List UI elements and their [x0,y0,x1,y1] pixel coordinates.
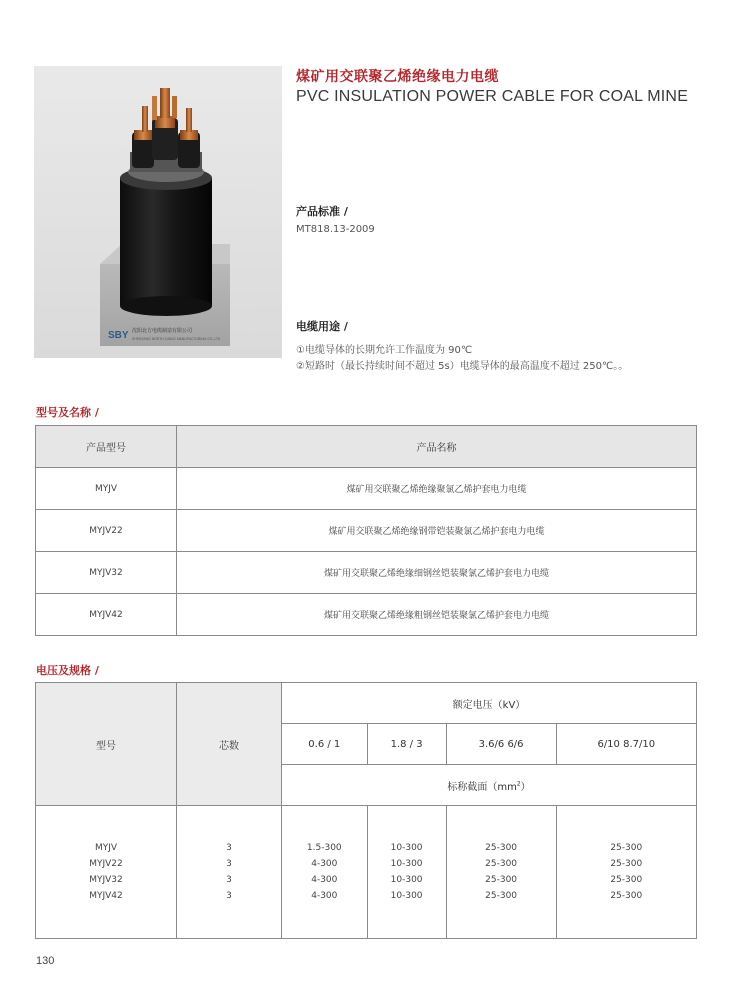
col-header-model: 型号 [36,683,177,806]
voltage-cell: 3.6/6 6/6 [446,724,556,765]
range-cell: 25-300 [610,891,643,901]
spec-section-title: 电压及规格 / [36,664,99,677]
page-number: 130 [36,955,55,967]
table-row [36,552,697,594]
range-cell: 25-300 [485,891,518,901]
name-cell: 煤矿用交联聚乙烯绝缘粗钢丝铠装聚氯乙烯护套电力电缆 [177,594,697,636]
table-row [36,468,697,510]
range-cell: 4-300 [311,875,338,885]
range-cell: 10-300 [390,859,423,869]
model-cell: MYJV42 [36,594,177,636]
logo-caption-cn: 沈阳北方电缆制造有限公司 [132,328,193,334]
range-cell: 25-300 [610,875,643,885]
models-table [35,425,697,636]
range-stack-6kv [556,806,696,939]
cores-cell: 3 [226,875,232,885]
model-cell: MYJV [36,468,177,510]
model-cell: MYJV [94,843,118,853]
range-cell: 10-300 [390,875,423,885]
product-photo [34,66,282,358]
spec-data-row [36,806,697,939]
table-header-row [36,426,697,468]
range-stack-1-8kv [367,806,446,939]
range-cell: 1.5-300 [306,843,342,853]
voltage-cell: 0.6 / 1 [282,724,368,765]
model-cell: MYJV22 [89,859,123,869]
range-cell: 25-300 [485,875,518,885]
col-header-cores: 芯数 [177,683,282,806]
page-title-cn: 煤矿用交联聚乙烯绝缘电力电缆 [296,69,499,85]
model-cell: MYJV42 [89,891,123,901]
section-header-sup: 2 [516,780,521,788]
section-header-text: 标称截面（mm [447,781,517,793]
usage-line-1: ①电缆导体的长期允许工作温度为 90℃ [296,345,473,356]
model-cell: MYJV32 [36,552,177,594]
models-section-title: 型号及名称 / [36,406,99,419]
name-cell: 煤矿用交联聚乙烯绝缘细钢丝铠装聚氯乙烯护套电力电缆 [177,552,697,594]
logo-caption-en: SHENYANG NORTH CABLE MANUFACTURING CO.,LTD [132,337,221,341]
range-cell: 4-300 [311,891,338,901]
range-cell: 25-300 [610,859,643,869]
name-cell: 煤矿用交联聚乙烯绝缘聚氯乙烯护套电力电缆 [177,468,697,510]
section-header-end: ） [520,781,531,793]
standard-value: MT818.13-2009 [296,224,375,235]
model-cell: MYJV22 [36,510,177,552]
range-cell: 10-300 [390,843,423,853]
spec-header-row [36,683,697,724]
table-row [36,594,697,636]
cores-cell: 3 [226,859,232,869]
standard-heading: 产品标准 / [296,205,348,218]
name-cell: 煤矿用交联聚乙烯绝缘钢带铠装聚氯乙烯护套电力电缆 [177,510,697,552]
usage-heading: 电缆用途 / [296,320,348,333]
range-cell: 25-300 [610,843,643,853]
range-cell: 4-300 [311,859,338,869]
sby-logo: SBY [108,330,129,341]
cores-cell: 3 [226,843,232,853]
col-header-name: 产品名称 [177,426,697,468]
voltage-cell: 6/10 8.7/10 [556,724,696,765]
voltage-header: 额定电压（kV） [282,683,697,724]
range-cell: 25-300 [485,859,518,869]
cores-cell: 3 [226,891,232,901]
col-header-model: 产品型号 [36,426,177,468]
page-title-en: PVC INSULATION POWER CABLE FOR COAL MINE [296,88,689,105]
cores-stack [177,806,282,939]
range-stack-0-6kv [282,806,368,939]
model-cell: MYJV32 [89,875,123,885]
spec-table [35,682,697,939]
section-header [282,765,697,806]
voltage-cell: 1.8 / 3 [367,724,446,765]
cable-illustration [34,66,282,358]
range-cell: 10-300 [390,891,423,901]
range-cell: 25-300 [485,843,518,853]
table-row [36,510,697,552]
models-stack [36,806,177,939]
usage-line-2: ②短路时（最长持续时间不超过 5s）电缆导体的最高温度不超过 250℃。。 [296,361,629,372]
range-stack-3-6kv [446,806,556,939]
